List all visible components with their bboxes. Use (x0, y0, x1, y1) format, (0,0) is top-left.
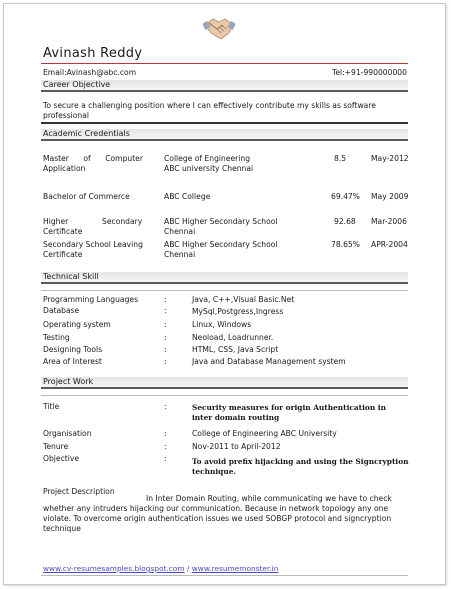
footer-divider: / (184, 564, 192, 573)
skill-value: MySql,Postgress,Ingress (192, 307, 284, 316)
project-title-value: Security measures for origin Authentication in inter domain routing (192, 403, 386, 422)
date: May-2012 (371, 154, 409, 163)
institution-line2: Chennai (164, 227, 196, 236)
degree-line1: Master of Computer (43, 154, 143, 163)
heading-career-objective: Career Objective (43, 80, 111, 89)
phone-text: Tel:+91-990000000 (332, 68, 407, 77)
project-title-label: Title (43, 402, 60, 411)
skill-label: Area of Interest (43, 357, 102, 366)
skill-value: Java, C++,Visual Basic.Net (192, 295, 295, 304)
project-sep: : (164, 454, 167, 463)
project-tenure-label: Tenure (43, 442, 69, 451)
institution-line1: ABC College (164, 192, 211, 201)
skill-sep: : (164, 333, 167, 342)
divider (41, 395, 408, 396)
divider (41, 122, 408, 124)
degree-line2: Certificate (43, 250, 83, 259)
institution-line2: Chennai (164, 250, 196, 259)
divider (41, 290, 408, 291)
section-bar-project (41, 377, 408, 389)
project-sep: : (164, 442, 167, 451)
project-description-line2: whether any intruders hijacking our communication. Because in network topology any one (43, 504, 389, 513)
project-org-label: Organisation (43, 429, 92, 438)
project-description-label: Project Description (43, 487, 115, 496)
handshake-icon (203, 13, 235, 43)
institution-line1: College of Engineering (164, 154, 251, 163)
skill-value: Neoload, Loadrunner. (192, 333, 274, 342)
degree-line1: Bachelor of Commerce (43, 192, 130, 201)
score: 78.65% (331, 240, 360, 249)
project-description-line1: In Inter Domain Routing, while communicating we have to check (146, 494, 392, 503)
project-tenure-value: Nov-2011 to April-2012 (192, 442, 281, 451)
career-text-line1: To secure a challenging position where I can effectively contribute my skills as software (43, 101, 376, 110)
score: 8.5 (334, 154, 347, 163)
degree-line2: Application (43, 164, 86, 173)
skill-sep: : (164, 357, 167, 366)
institution-line1: ABC Higher Secondary School (164, 217, 278, 226)
heading-project: Project Work (43, 377, 94, 386)
project-sep: : (164, 402, 167, 411)
footer (43, 564, 278, 573)
score: 69.47% (331, 192, 360, 201)
divider (41, 63, 408, 64)
heading-academic: Academic Credentials (43, 129, 130, 138)
degree-line1: Secondary School Leaving (43, 240, 143, 249)
skill-value: HTML, CSS, Java Script (192, 345, 279, 354)
skill-sep: : (164, 320, 167, 329)
candidate-name: Avinash Reddy (43, 46, 143, 61)
project-description-line4: technique (43, 524, 81, 533)
skill-label: Programming Languages (43, 295, 139, 304)
footer-link-resumemonster[interactable]: www.resumemonster.in (191, 564, 279, 573)
date: APR-2004 (371, 240, 408, 249)
career-text-line2: professional (43, 111, 90, 120)
divider (41, 575, 408, 576)
skill-label: Operating system (43, 320, 111, 329)
skill-label: Designing Tools (43, 345, 103, 354)
project-description-line3: violate. To overcome origin authentication issues we used SOBGP protocol and signcryption (43, 514, 392, 523)
project-sep: : (164, 429, 167, 438)
project-objective-value: To avoid prefix hijacking and using the Signcryption technique. (192, 457, 409, 476)
skill-sep: : (164, 306, 167, 315)
score: 92.68 (334, 217, 356, 226)
degree-line2: Certificate (43, 227, 83, 236)
skill-sep: : (164, 345, 167, 354)
skill-value: Java and Database Management system (192, 357, 346, 366)
date: Mar-2006 (371, 217, 407, 226)
skill-value: Linux, Windows (192, 320, 252, 329)
skill-sep: : (164, 295, 167, 304)
skill-label: Database (43, 306, 80, 315)
skill-label: Testing (43, 333, 70, 342)
institution-line2: ABC university Chennai (164, 164, 254, 173)
institution-line1: ABC Higher Secondary School (164, 240, 278, 249)
footer-link-cv-resumesamples[interactable]: www.cv-resumesamples.blogspot.com (43, 564, 185, 573)
project-objective-label: Objective (43, 454, 80, 463)
date: May 2009 (371, 192, 409, 201)
email-text: Email:Avinash@abc.com (43, 68, 137, 77)
heading-technical: Technical Skill (43, 272, 99, 281)
degree-line1: Higher Secondary (43, 217, 143, 226)
project-org-value: College of Engineering ABC University (192, 429, 337, 438)
